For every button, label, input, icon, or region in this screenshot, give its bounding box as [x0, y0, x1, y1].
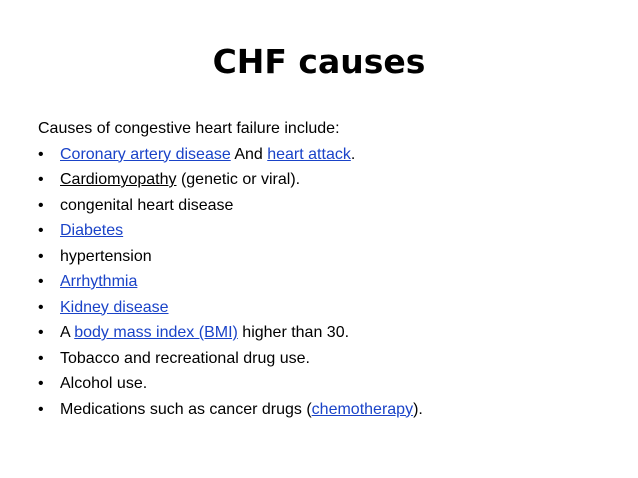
bullet-icon: • [38, 298, 44, 316]
bullet-icon: • [38, 222, 44, 239]
item-text: ). [413, 400, 423, 418]
item-text: . [350, 145, 356, 163]
item-text: Medications such as cancer drugs ( [60, 400, 312, 418]
item-text: (genetic or viral). [176, 171, 301, 188]
item-text: And [230, 145, 268, 163]
list-item-bmi [38, 320, 618, 346]
list-item-cardiomyopathy [38, 167, 618, 193]
intro-text: Causes of congestive heart failure include: [38, 120, 340, 137]
list-item-kidney [38, 295, 618, 321]
list-item-medications [38, 397, 618, 423]
item-text: Tobacco and recreational drug use. [60, 349, 310, 367]
bullet-icon: • [38, 273, 44, 290]
item-text: higher than 30. [237, 324, 350, 341]
link-chemotherapy[interactable]: chemotherapy [311, 400, 414, 418]
slide-title: CHF causes [212, 42, 426, 81]
link-body-mass-index[interactable]: body mass index (BMI) [74, 324, 238, 341]
list-item-congenital [38, 193, 618, 219]
slide-body [38, 116, 618, 422]
link-coronary-artery-disease[interactable]: Coronary artery disease [60, 145, 231, 163]
item-text: Alcohol use. [60, 375, 148, 392]
list-item-hypertension [38, 244, 618, 270]
item-text: A [60, 324, 75, 341]
bullet-icon: • [38, 400, 44, 418]
list-item-alcohol [38, 371, 618, 397]
list-item-coronary [38, 142, 618, 168]
link-arrhythmia[interactable]: Arrhythmia [60, 273, 138, 290]
causes-list [38, 142, 618, 423]
bullet-icon: • [38, 375, 44, 392]
bullet-icon: • [38, 324, 44, 341]
bullet-icon: • [38, 349, 44, 367]
link-kidney-disease[interactable]: Kidney disease [60, 298, 169, 316]
bullet-icon: • [38, 145, 44, 163]
item-text: congenital heart disease [60, 196, 234, 214]
item-text: hypertension [60, 247, 152, 265]
bullet-icon: • [38, 247, 44, 265]
list-item-tobacco [38, 346, 618, 372]
underlined-term-cardiomyopathy: Cardiomyopathy [60, 171, 177, 188]
list-item-arrhythmia [38, 269, 618, 295]
bullet-icon: • [38, 196, 44, 214]
link-diabetes[interactable]: Diabetes [60, 222, 124, 239]
list-item-diabetes [38, 218, 618, 244]
bullet-icon: • [38, 171, 44, 188]
link-heart-attack[interactable]: heart attack [267, 145, 351, 163]
